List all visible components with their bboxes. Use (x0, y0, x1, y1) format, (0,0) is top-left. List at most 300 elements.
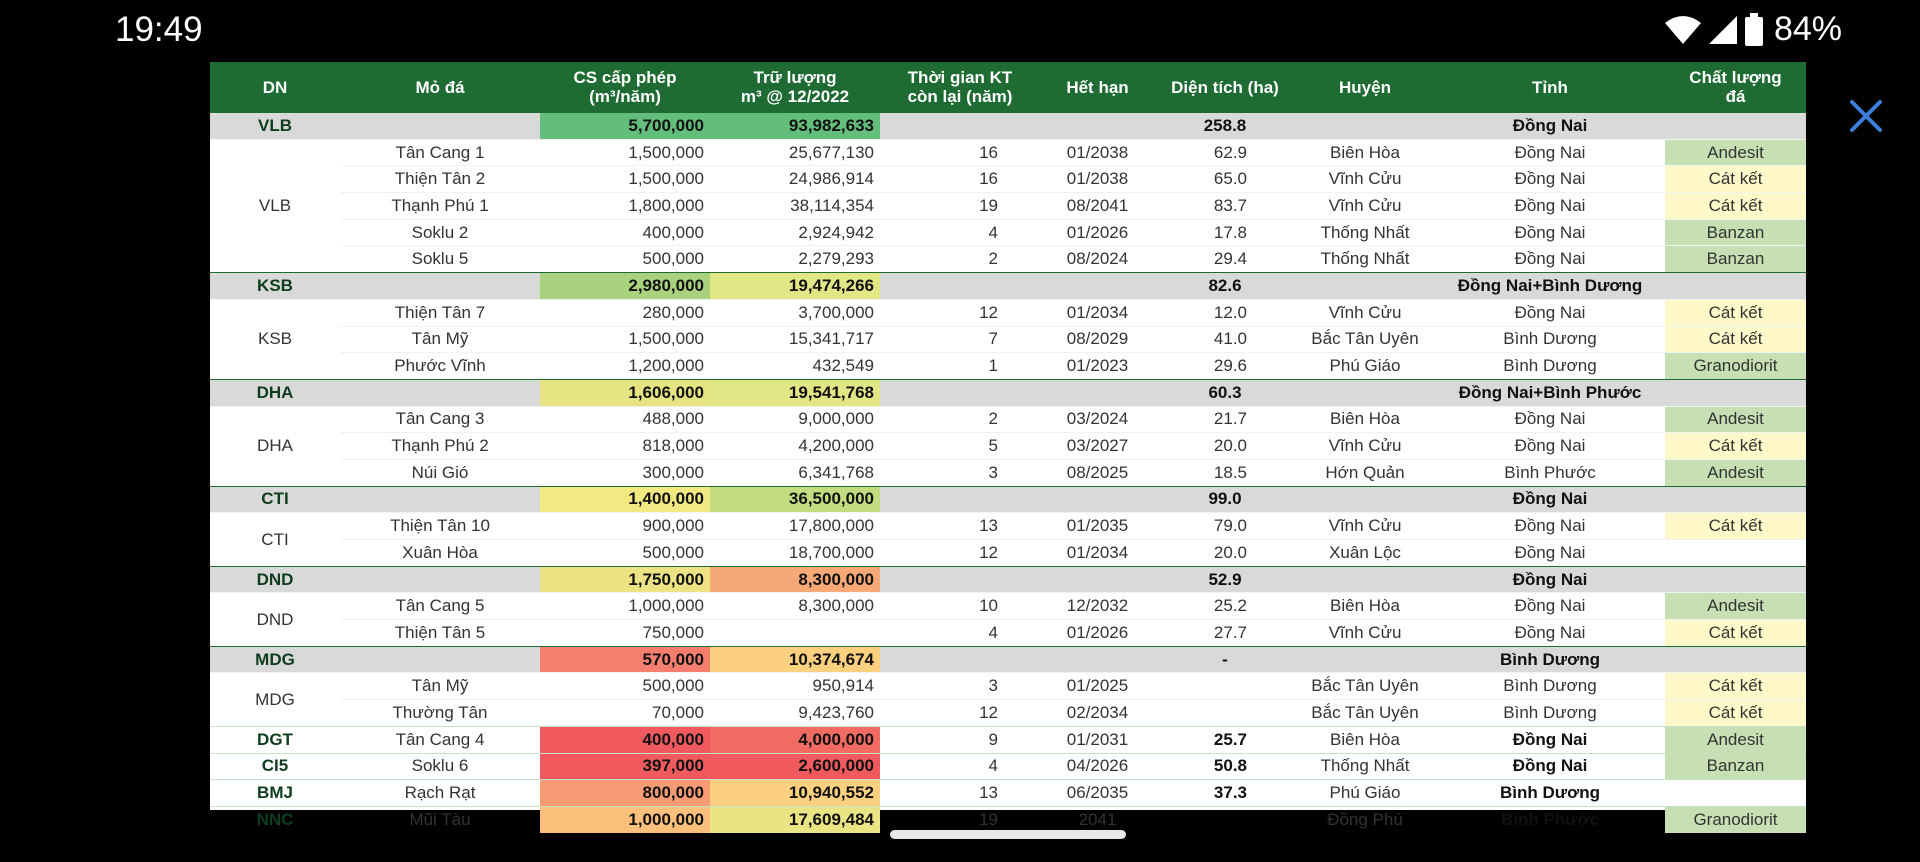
cs-cell: 70,000 (540, 700, 710, 727)
single-row (210, 806, 1806, 832)
huyen-cell: Phú Giáo (1295, 780, 1435, 807)
huyen-cell: Thống Nhất (1295, 246, 1435, 273)
mo-cell: Thiện Tân 2 (340, 166, 540, 193)
huyen-cell: Bắc Tân Uyên (1295, 673, 1435, 700)
mo-cell: Rạch Rạt (340, 780, 540, 807)
dn-cell: MDG (210, 646, 340, 673)
header-het-han: Hết hạn (1040, 62, 1155, 113)
tinh-cell: Đồng Nai+Bình Dương (1435, 273, 1665, 300)
mo-cell: Soklu 2 (340, 219, 540, 246)
huyen-cell: Vĩnh Cửu (1295, 513, 1435, 540)
dien-tich-cell: 50.8 (1155, 753, 1295, 780)
ht-cell: 01/2026 (1040, 219, 1155, 246)
huyen-cell: Biên Hòa (1295, 726, 1435, 753)
tl-cell: 10,374,674 (710, 646, 880, 673)
tinh-cell: Đồng Nai (1435, 513, 1665, 540)
single-row (210, 753, 1806, 780)
dien-tich-cell: 52.9 (1155, 566, 1295, 593)
header-cs-cap-phep: CS cấp phép (m³/năm) (540, 62, 710, 113)
ht-cell: 04/2026 (1040, 753, 1155, 780)
mo-cell: Thiện Tân 10 (340, 513, 540, 540)
cs-cell: 280,000 (540, 299, 710, 326)
dien-tich-cell: 83.7 (1155, 193, 1295, 220)
tinh-cell: Đồng Nai (1435, 246, 1665, 273)
ht-cell: 02/2034 (1040, 700, 1155, 727)
tinh-cell: Đồng Nai (1435, 620, 1665, 647)
cl-cell: Banzan (1665, 219, 1806, 246)
dn-detail-label: DND (210, 593, 340, 646)
ht-cell: 01/2034 (1040, 540, 1155, 567)
cs-cell: 397,000 (540, 753, 710, 780)
table-row (210, 620, 1806, 647)
tinh-cell: Đồng Nai (1435, 139, 1665, 166)
mo-cell: Phước Vĩnh (340, 353, 540, 380)
mo-cell (340, 486, 540, 513)
table-row (210, 513, 1806, 540)
ht-cell: 01/2034 (1040, 299, 1155, 326)
tinh-cell: Đồng Nai (1435, 113, 1665, 140)
table-row (210, 139, 1806, 166)
cl-cell: Granodiorit (1665, 806, 1806, 832)
tl-cell: 17,609,484 (710, 806, 880, 832)
tg-cell: 7 (880, 326, 1040, 353)
tg-cell (880, 486, 1040, 513)
huyen-cell: Biên Hòa (1295, 406, 1435, 433)
tg-cell (880, 646, 1040, 673)
cl-cell: Cát kết (1665, 700, 1806, 727)
ht-cell: 03/2027 (1040, 433, 1155, 460)
tinh-cell: Đồng Nai (1435, 593, 1665, 620)
table-row (210, 673, 1806, 700)
tinh-cell: Đồng Nai (1435, 219, 1665, 246)
ht-cell: 01/2038 (1040, 166, 1155, 193)
tg-cell: 13 (880, 513, 1040, 540)
quarry-table (210, 62, 1806, 833)
dn-cell: VLB (210, 113, 340, 140)
dien-tich-cell (1155, 700, 1295, 727)
group-summary-row (210, 113, 1806, 140)
wifi-icon (1664, 14, 1702, 46)
home-indicator[interactable] (890, 830, 1126, 839)
tg-cell: 4 (880, 753, 1040, 780)
cl-cell (1665, 646, 1806, 673)
tl-cell: 25,677,130 (710, 139, 880, 166)
ht-cell (1040, 273, 1155, 300)
mo-cell (340, 273, 540, 300)
header-tru-luong: Trữ lượng m³ @ 12/2022 (710, 62, 880, 113)
tinh-cell: Đồng Nai+Bình Phước (1435, 379, 1665, 406)
dn-detail-label: KSB (210, 299, 340, 379)
tg-cell: 12 (880, 700, 1040, 727)
dien-tich-cell: 41.0 (1155, 326, 1295, 353)
huyen-cell: Biên Hòa (1295, 139, 1435, 166)
tl-cell: 8,300,000 (710, 593, 880, 620)
header-dien-tich: Diện tích (ha) (1155, 62, 1295, 113)
mo-cell: Tân Mỹ (340, 673, 540, 700)
dn-detail-label: CTI (210, 513, 340, 566)
mo-cell: Thiện Tân 5 (340, 620, 540, 647)
tinh-cell: Đồng Nai (1435, 406, 1665, 433)
dn-cell: DGT (210, 726, 340, 753)
ht-cell: 03/2024 (1040, 406, 1155, 433)
dn-detail-label: VLB (210, 139, 340, 272)
huyen-cell: Vĩnh Cửu (1295, 299, 1435, 326)
header-huyen: Huyện (1295, 62, 1435, 113)
ht-cell (1040, 646, 1155, 673)
dn-cell: NNC (210, 806, 340, 832)
cl-cell: Cát kết (1665, 299, 1806, 326)
huyen-cell: Biên Hòa (1295, 593, 1435, 620)
dien-tich-cell: 18.5 (1155, 459, 1295, 486)
mo-cell (340, 566, 540, 593)
ht-cell: 12/2032 (1040, 593, 1155, 620)
table-row (210, 299, 1806, 326)
ht-cell: 06/2035 (1040, 780, 1155, 807)
dn-cell: KSB (210, 273, 340, 300)
dien-tich-cell: 79.0 (1155, 513, 1295, 540)
tl-cell: 4,000,000 (710, 726, 880, 753)
dien-tich-cell: 258.8 (1155, 113, 1295, 140)
tl-cell: 9,423,760 (710, 700, 880, 727)
cs-cell: 1,606,000 (540, 379, 710, 406)
tinh-cell: Bình Phước (1435, 806, 1665, 832)
table-row (210, 166, 1806, 193)
ht-cell: 2041 (1040, 806, 1155, 832)
cl-cell (1665, 486, 1806, 513)
status-bar (0, 0, 1920, 60)
tinh-cell: Đồng Nai (1435, 193, 1665, 220)
group-summary-row (210, 566, 1806, 593)
ht-cell: 08/2041 (1040, 193, 1155, 220)
cs-cell: 1,000,000 (540, 806, 710, 832)
cs-cell: 1,800,000 (540, 193, 710, 220)
tl-cell: 38,114,354 (710, 193, 880, 220)
tl-cell: 2,924,942 (710, 219, 880, 246)
tg-cell: 12 (880, 299, 1040, 326)
ht-cell: 08/2029 (1040, 326, 1155, 353)
cl-cell (1665, 566, 1806, 593)
table-row (210, 540, 1806, 567)
table-row (210, 593, 1806, 620)
battery-percent: 84% (1773, 10, 1842, 48)
cs-cell: 750,000 (540, 620, 710, 647)
tg-cell: 4 (880, 620, 1040, 647)
tg-cell: 13 (880, 780, 1040, 807)
tg-cell: 10 (880, 593, 1040, 620)
tl-cell: 432,549 (710, 353, 880, 380)
cl-cell: Andesit (1665, 139, 1806, 166)
single-row (210, 726, 1806, 753)
cl-cell (1665, 379, 1806, 406)
dien-tich-cell: 82.6 (1155, 273, 1295, 300)
tl-cell: 19,474,266 (710, 273, 880, 300)
cs-cell: 818,000 (540, 433, 710, 460)
tinh-cell: Bình Phước (1435, 459, 1665, 486)
tinh-cell: Bình Dương (1435, 646, 1665, 673)
cl-cell: Banzan (1665, 753, 1806, 780)
ht-cell (1040, 379, 1155, 406)
tinh-cell: Đồng Nai (1435, 299, 1665, 326)
ht-cell: 01/2025 (1040, 673, 1155, 700)
tl-cell: 6,341,768 (710, 459, 880, 486)
ht-cell: 08/2025 (1040, 459, 1155, 486)
dien-tich-cell: 12.0 (1155, 299, 1295, 326)
tinh-cell: Đồng Nai (1435, 540, 1665, 567)
cl-cell: Andesit (1665, 406, 1806, 433)
huyen-cell: Đồng Phú (1295, 806, 1435, 832)
tl-cell (710, 620, 880, 647)
cl-cell: Cát kết (1665, 433, 1806, 460)
tinh-cell: Bình Dương (1435, 673, 1665, 700)
mo-cell: Soklu 5 (340, 246, 540, 273)
cs-cell: 1,400,000 (540, 486, 710, 513)
dn-cell: DND (210, 566, 340, 593)
cl-cell: Cát kết (1665, 166, 1806, 193)
header-chat-luong: Chất lượng đá (1665, 62, 1806, 113)
huyen-cell: Thống Nhất (1295, 753, 1435, 780)
tg-cell (880, 566, 1040, 593)
huyen-cell: Bắc Tân Uyên (1295, 700, 1435, 727)
huyen-cell (1295, 646, 1435, 673)
battery-icon (1744, 13, 1764, 47)
tl-cell: 24,986,914 (710, 166, 880, 193)
tl-cell: 2,600,000 (710, 753, 880, 780)
cs-cell: 5,700,000 (540, 113, 710, 140)
header-mo-da: Mỏ đá (340, 62, 540, 113)
dien-tich-cell: 20.0 (1155, 433, 1295, 460)
mo-cell: Tân Cang 1 (340, 139, 540, 166)
cs-cell: 2,980,000 (540, 273, 710, 300)
mo-cell: Tân Cang 3 (340, 406, 540, 433)
dien-tich-cell: 29.4 (1155, 246, 1295, 273)
mo-cell: Soklu 6 (340, 753, 540, 780)
ht-cell (1040, 113, 1155, 140)
ht-cell: 01/2026 (1040, 620, 1155, 647)
cs-cell: 500,000 (540, 673, 710, 700)
mo-cell: Tân Mỹ (340, 326, 540, 353)
cs-cell: 1,500,000 (540, 139, 710, 166)
table-row (210, 406, 1806, 433)
ht-cell: 08/2024 (1040, 246, 1155, 273)
mo-cell (340, 113, 540, 140)
dien-tich-cell: 21.7 (1155, 406, 1295, 433)
tg-cell: 12 (880, 540, 1040, 567)
cs-cell: 800,000 (540, 780, 710, 807)
dn-cell: DHA (210, 379, 340, 406)
dn-cell: CI5 (210, 753, 340, 780)
mo-cell: Thạnh Phú 2 (340, 433, 540, 460)
huyen-cell: Vĩnh Cửu (1295, 620, 1435, 647)
tl-cell: 8,300,000 (710, 566, 880, 593)
cl-cell: Banzan (1665, 246, 1806, 273)
ht-cell: 01/2031 (1040, 726, 1155, 753)
dien-tich-cell: - (1155, 646, 1295, 673)
table-row (210, 219, 1806, 246)
dien-tich-cell (1155, 673, 1295, 700)
header-dn: DN (210, 62, 340, 113)
tg-cell: 19 (880, 806, 1040, 832)
mo-cell: Núi Gió (340, 459, 540, 486)
system-icons (1664, 10, 1842, 49)
mo-cell: Tân Cang 5 (340, 593, 540, 620)
group-summary-row (210, 273, 1806, 300)
cs-cell: 300,000 (540, 459, 710, 486)
tg-cell: 16 (880, 139, 1040, 166)
ht-cell (1040, 566, 1155, 593)
huyen-cell: Thống Nhất (1295, 219, 1435, 246)
status-time: 19:49 (115, 10, 203, 49)
tinh-cell: Đồng Nai (1435, 486, 1665, 513)
mo-cell: Xuân Hòa (340, 540, 540, 567)
tg-cell (880, 273, 1040, 300)
cl-cell: Cát kết (1665, 326, 1806, 353)
dien-tich-cell: 60.3 (1155, 379, 1295, 406)
tl-cell: 93,982,633 (710, 113, 880, 140)
table-body (210, 113, 1806, 833)
header-thoi-gian: Thời gian KT còn lại (năm) (880, 62, 1040, 113)
tg-cell: 1 (880, 353, 1040, 380)
cs-cell: 500,000 (540, 540, 710, 567)
cs-cell: 1,000,000 (540, 593, 710, 620)
ht-cell: 01/2035 (1040, 513, 1155, 540)
mo-cell: Mũi Tàu (340, 806, 540, 832)
mo-cell: Thạnh Phú 1 (340, 193, 540, 220)
tg-cell: 19 (880, 193, 1040, 220)
tl-cell: 2,279,293 (710, 246, 880, 273)
mo-cell (340, 646, 540, 673)
cl-cell: Cát kết (1665, 193, 1806, 220)
cs-cell: 400,000 (540, 726, 710, 753)
tl-cell: 3,700,000 (710, 299, 880, 326)
tl-cell: 10,940,552 (710, 780, 880, 807)
cl-cell: Andesit (1665, 593, 1806, 620)
dien-tich-cell: 99.0 (1155, 486, 1295, 513)
dien-tich-cell: 20.0 (1155, 540, 1295, 567)
table-header-row (210, 62, 1806, 113)
tl-cell: 36,500,000 (710, 486, 880, 513)
spreadsheet-image (210, 62, 1806, 829)
table-row (210, 246, 1806, 273)
dien-tich-cell: 27.7 (1155, 620, 1295, 647)
table-row (210, 433, 1806, 460)
cl-cell: Cát kết (1665, 513, 1806, 540)
table-row (210, 193, 1806, 220)
tg-cell: 2 (880, 246, 1040, 273)
cl-cell (1665, 273, 1806, 300)
huyen-cell: Vĩnh Cửu (1295, 193, 1435, 220)
tinh-cell: Đồng Nai (1435, 566, 1665, 593)
cl-cell (1665, 780, 1806, 807)
cl-cell: Cát kết (1665, 620, 1806, 647)
cl-cell (1665, 113, 1806, 140)
tinh-cell: Bình Dương (1435, 700, 1665, 727)
tg-cell (880, 379, 1040, 406)
tl-cell: 9,000,000 (710, 406, 880, 433)
dn-cell: CTI (210, 486, 340, 513)
tinh-cell: Đồng Nai (1435, 753, 1665, 780)
tinh-cell: Bình Dương (1435, 780, 1665, 807)
mo-cell: Thiện Tân 7 (340, 299, 540, 326)
tg-cell (880, 113, 1040, 140)
cs-cell: 1,500,000 (540, 166, 710, 193)
dien-tich-cell (1155, 806, 1295, 832)
ht-cell: 01/2023 (1040, 353, 1155, 380)
group-summary-row (210, 646, 1806, 673)
tl-cell: 18,700,000 (710, 540, 880, 567)
single-row (210, 780, 1806, 807)
tinh-cell: Bình Dương (1435, 353, 1665, 380)
mo-cell: Tân Cang 4 (340, 726, 540, 753)
dien-tich-cell: 17.8 (1155, 219, 1295, 246)
header-tinh: Tỉnh (1435, 62, 1665, 113)
cs-cell: 1,200,000 (540, 353, 710, 380)
cs-cell: 900,000 (540, 513, 710, 540)
tl-cell: 4,200,000 (710, 433, 880, 460)
mo-cell: Thường Tân (340, 700, 540, 727)
huyen-cell: Vĩnh Cửu (1295, 166, 1435, 193)
ht-cell (1040, 486, 1155, 513)
tinh-cell: Bình Dương (1435, 326, 1665, 353)
dien-tich-cell: 62.9 (1155, 139, 1295, 166)
cs-cell: 570,000 (540, 646, 710, 673)
tg-cell: 16 (880, 166, 1040, 193)
huyen-cell: Phú Giáo (1295, 353, 1435, 380)
tinh-cell: Đồng Nai (1435, 166, 1665, 193)
tinh-cell: Đồng Nai (1435, 726, 1665, 753)
huyen-cell (1295, 113, 1435, 140)
huyen-cell: Bắc Tân Uyên (1295, 326, 1435, 353)
tg-cell: 4 (880, 219, 1040, 246)
tl-cell: 950,914 (710, 673, 880, 700)
table-row (210, 353, 1806, 380)
dien-tich-cell: 25.2 (1155, 593, 1295, 620)
dn-detail-label: MDG (210, 673, 340, 726)
ht-cell: 01/2038 (1040, 139, 1155, 166)
huyen-cell: Hớn Quản (1295, 459, 1435, 486)
tg-cell: 5 (880, 433, 1040, 460)
dn-detail-label: DHA (210, 406, 340, 486)
huyen-cell (1295, 566, 1435, 593)
dien-tich-cell: 25.7 (1155, 726, 1295, 753)
tg-cell: 3 (880, 673, 1040, 700)
table-row (210, 700, 1806, 727)
tl-cell: 15,341,717 (710, 326, 880, 353)
huyen-cell (1295, 273, 1435, 300)
dien-tich-cell: 29.6 (1155, 353, 1295, 380)
cl-cell: Andesit (1665, 459, 1806, 486)
huyen-cell: Vĩnh Cửu (1295, 433, 1435, 460)
tl-cell: 19,541,768 (710, 379, 880, 406)
mo-cell (340, 379, 540, 406)
tg-cell: 9 (880, 726, 1040, 753)
cl-cell: Andesit (1665, 726, 1806, 753)
dien-tich-cell: 37.3 (1155, 780, 1295, 807)
dien-tich-cell: 65.0 (1155, 166, 1295, 193)
cs-cell: 500,000 (540, 246, 710, 273)
tg-cell: 2 (880, 406, 1040, 433)
tg-cell: 3 (880, 459, 1040, 486)
table-row (210, 326, 1806, 353)
group-summary-row (210, 486, 1806, 513)
huyen-cell: Xuân Lộc (1295, 540, 1435, 567)
cs-cell: 400,000 (540, 219, 710, 246)
cl-cell: Granodiorit (1665, 353, 1806, 380)
huyen-cell (1295, 486, 1435, 513)
cl-cell (1665, 540, 1806, 567)
close-icon[interactable] (1846, 96, 1886, 136)
tinh-cell: Đồng Nai (1435, 433, 1665, 460)
cs-cell: 1,500,000 (540, 326, 710, 353)
